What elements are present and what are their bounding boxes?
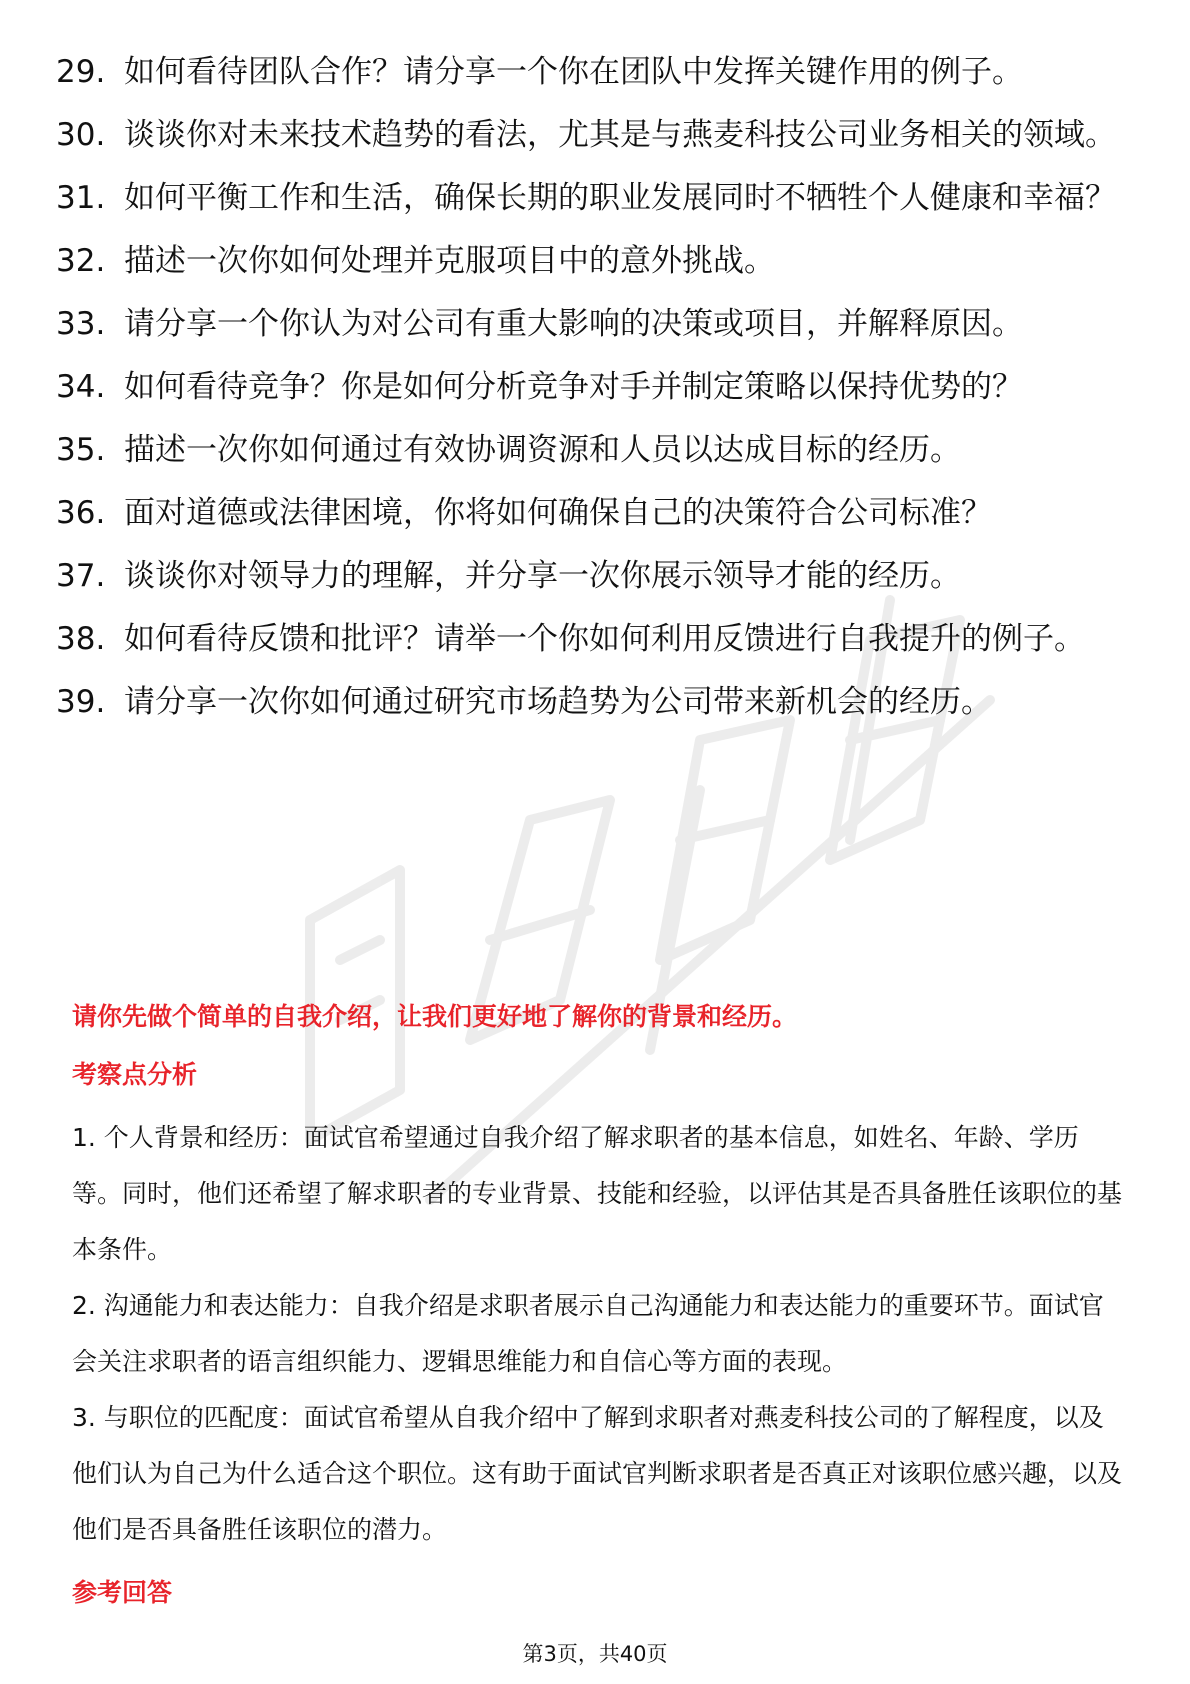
question-text: 如何看待竞争？你是如何分析竞争对手并制定策略以保持优势的？ (124, 369, 1023, 405)
question-item (56, 52, 1126, 93)
analysis-heading: 考察点分析 (72, 1060, 198, 1089)
question-number: 34. (56, 369, 106, 405)
question-item (56, 430, 1126, 471)
question-item (56, 115, 1126, 156)
question-item (56, 178, 1126, 219)
question-list (56, 52, 1126, 745)
question-item (56, 556, 1126, 597)
question-number: 33. (56, 306, 106, 342)
question-number: 31. (56, 180, 106, 216)
analysis-point: 1. 个人背景和经历：面试官希望通过自我介绍了解求职者的基本信息，如姓名、年龄、学历等。同时，他们还希望了解求职者的专业背景、技能和经验，以评估其是否具备胜任该职位的基本条件。 (72, 1123, 1123, 1264)
featured-question-heading: 请你先做个简单的自我介绍，让我们更好地了解你的背景和经历。 (72, 1002, 798, 1031)
question-item (56, 241, 1126, 282)
question-number: 30. (56, 117, 106, 153)
question-text: 面对道德或法律困境，你将如何确保自己的决策符合公司标准？ (124, 495, 992, 531)
analysis-point: 3. 与职位的匹配度：面试官希望从自我介绍中了解到求职者对燕麦科技公司的了解程度，以及他们认为自己为什么适合这个职位。这有助于面试官判断求职者是否真正对该职位感兴趣，以及他们是否具备胜任该职位的潜力。 (72, 1403, 1123, 1544)
question-number: 32. (56, 243, 106, 279)
question-text: 谈谈你对未来技术趋势的看法，尤其是与燕麦科技公司业务相关的领域。 (124, 117, 1116, 153)
page-footer: 第3页，共40页 (522, 1642, 668, 1666)
question-number: 35. (56, 432, 106, 468)
question-item (56, 304, 1126, 345)
analysis-point: 2. 沟通能力和表达能力：自我介绍是求职者展示自己沟通能力和表达能力的重要环节。面试官会关注求职者的语言组织能力、逻辑思维能力和自信心等方面的表现。 (72, 1291, 1104, 1376)
question-text: 描述一次你如何通过有效协调资源和人员以达成目标的经历。 (124, 432, 961, 468)
question-text: 请分享一次你如何通过研究市场趋势为公司带来新机会的经历。 (124, 684, 992, 720)
question-text: 谈谈你对领导力的理解，并分享一次你展示领导才能的经历。 (124, 558, 961, 594)
question-number: 36. (56, 495, 106, 531)
reference-answer-heading: 参考回答 (72, 1578, 173, 1607)
question-number: 39. (56, 684, 106, 720)
question-text: 如何看待团队合作？请分享一个你在团队中发挥关键作用的例子。 (124, 54, 1023, 90)
question-item (56, 367, 1126, 408)
question-number: 29. (56, 54, 106, 90)
question-item (56, 493, 1126, 534)
question-text: 如何看待反馈和批评？请举一个你如何利用反馈进行自我提升的例子。 (124, 621, 1085, 657)
question-item (56, 682, 1126, 723)
question-text: 请分享一个你认为对公司有重大影响的决策或项目，并解释原因。 (124, 306, 1023, 342)
question-text: 描述一次你如何处理并克服项目中的意外挑战。 (124, 243, 775, 279)
question-text: 如何平衡工作和生活，确保长期的职业发展同时不牺牲个人健康和幸福？ (124, 180, 1116, 216)
question-number: 37. (56, 558, 106, 594)
question-number: 38. (56, 621, 106, 657)
analysis-points (72, 1110, 1122, 1558)
question-item (56, 619, 1126, 660)
